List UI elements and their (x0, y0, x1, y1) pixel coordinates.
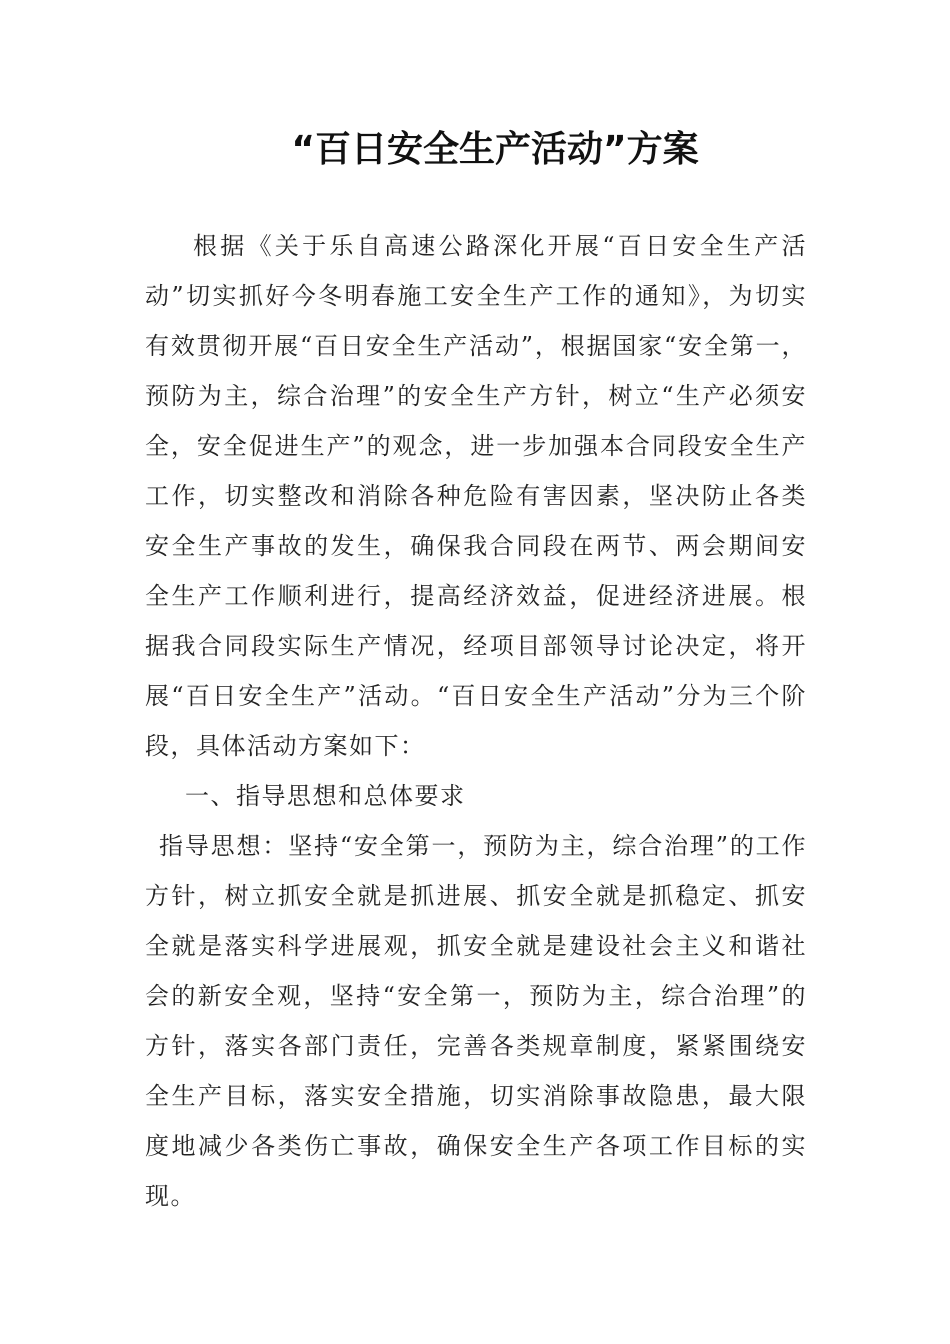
intro-paragraph: 根据《关于乐自高速公路深化开展“百日安全生产活动”切实抓好今冬明春施工安全生产工作的通知》，为切实有效贯彻开展“百日安全生产活动”，根据国家“安全第一，预防为主，综合治理”的安全生产方针，树立“生产必须安全，安全促进生产”的观念，进一步加强本合同段安全生产工作，切实整改和消除各种危险有害因素，坚决防止各类安全生产事故的发生，确保我合同段在两节、两会期间安全生产工作顺利进行，提高经济效益，促进经济进展。根据我合同段实际生产情况，经项目部领导讨论决定，将开展“百日安全生产”活动。“百日安全生产活动”分为三个阶段，具体活动方案如下： (145, 232, 807, 760)
guiding-thought-paragraph: 指导思想：坚持“安全第一，预防为主，综合治理”的工作方针，树立抓安全就是抓进展、抓安全就是抓稳定、抓安全就是落实科学进展观，抓安全就是建设社会主义和谐社会的新安全观，坚持“安全第一，预防为主，综合治理”的方针，落实各部门责任，完善各类规章制度，紧紧围绕安全生产目标，落实安全措施，切实消除事故隐患，最大限度地减少各类伤亡事故，确保安全生产各项工作目标的实现。 (145, 832, 807, 1210)
section-heading: 一、指导思想和总体要求 (185, 782, 466, 810)
document-title: “百日安全生产活动”方案 (291, 129, 699, 170)
document-body (145, 221, 807, 1221)
